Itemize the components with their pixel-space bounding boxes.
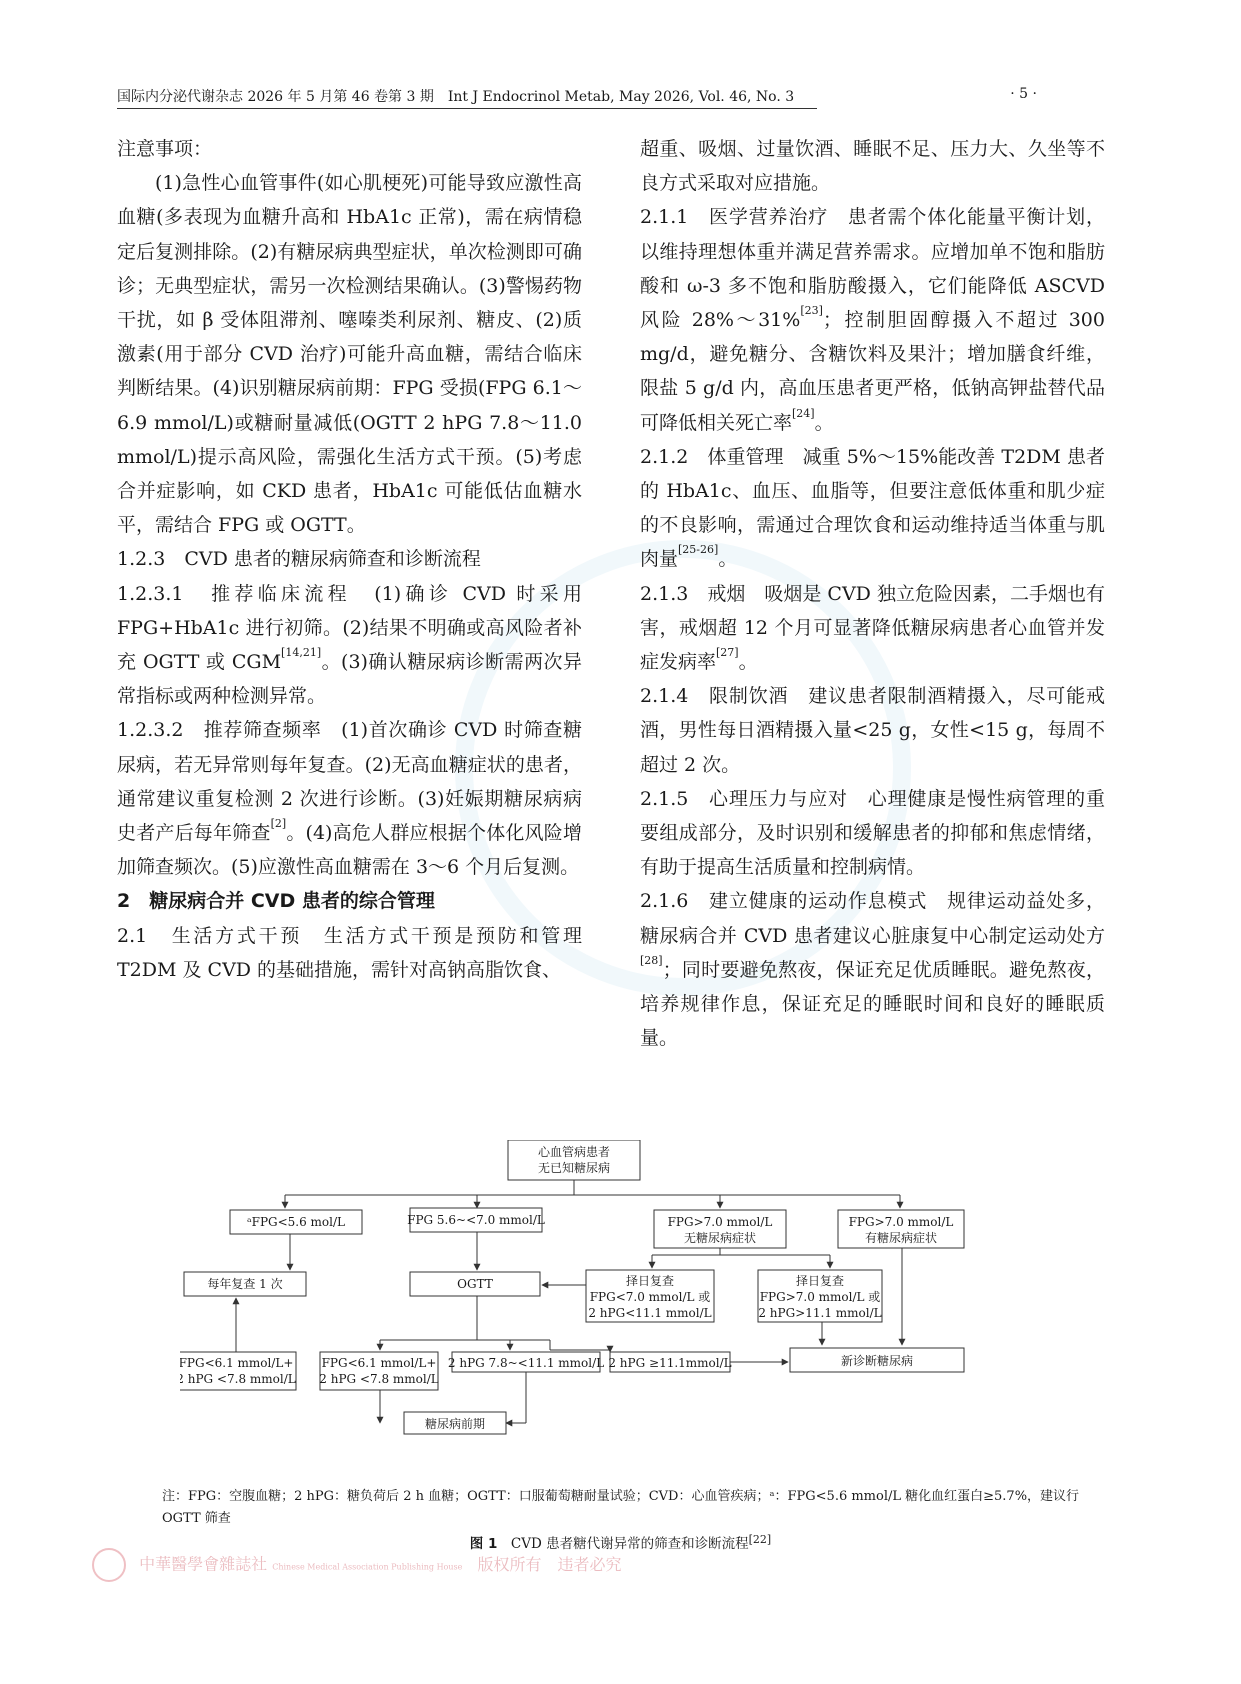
node-text: FPG>7.0 mmol/L 或: [759, 1290, 881, 1304]
paragraph-text: 。: [814, 411, 834, 434]
node-text: 无糖尿病症状: [683, 1231, 757, 1245]
notes-body: (1)急性心血管事件(如心肌梗死)可能导致应激性高血糖(多表现为血糖升高和 HbA1c 正常)，需在病情稳定后复测排除。(2)有糖尿病典型症状，单次检测即可确诊；无典型症状，需另一次检测结果确认。(3)警惕药物干扰，如 β 受体阻滞剂、噻嗪类利尿剂、糖皮、(2)质激素(用于部分 CVD 治疗)可能升高血糖，需结合临床判断结果。(4)识别糖尿病前期：FPG 受损(FPG 6.1～6.9 mmol/L)或糖耐量减低(OGTT 2 hPG 7.8～11.0 mmol/L)提示高风险，需强化生活方式干预。(5)考虑合并症影响，如 CKD 患者，HbA1c 可能低估血糖水平，需结合 FPG 或 OGTT。: [117, 172, 582, 537]
section-2-1: [117, 919, 582, 987]
left-column: [117, 132, 582, 987]
section-title: 1.2.3.1 推荐临床流程: [117, 582, 351, 605]
section-2-1-continued: 超重、吸烟、过量饮酒、睡眠不足、压力大、久坐等不良方式采取对应措施。: [640, 138, 1105, 195]
section-title: 2.1.4 限制饮酒: [640, 685, 789, 708]
paragraph-text: 规律运动益处多，糖尿病合并 CVD 患者建议心脏康复中心制定运动处方: [640, 890, 1105, 947]
figure-note: 注：FPG：空腹血糖；2 hPG：糖负荷后 2 h 血糖；OGTT：口服葡萄糖耐量试验；CVD：心血管疾病；ᵃ：FPG<5.6 mmol/L 糖化血红蛋白≥5.7%，建议行 OGTT 筛查: [162, 1489, 1080, 1526]
paragraph-text: (1)首次确诊 CVD 时筛查糖尿病，若无异常则每年复查。(2)无高血糖症状的患者，通常建议重复检测 2 次进行诊断。(3)妊娠期糖尿病病史者产后每年筛查: [117, 719, 582, 845]
paragraph-text: 减重 5%～15%能改善 T2DM 患者的 HbA1c、血压、血脂等，但要注意低体重和肌少症的不良影响，需通过合理饮食和运动维持适当体重与肌肉量: [640, 445, 1105, 571]
paragraph-text: 。(3)确认糖尿病诊断需两次异常指标或两种检测异常。: [117, 651, 582, 708]
node-text: 有糖尿病症状: [864, 1231, 938, 1245]
node-text: FPG>7.0 mmol/L: [667, 1215, 773, 1229]
node-text: 2 hPG <7.8 mmol/L: [180, 1372, 296, 1386]
node-text: ᵃFPG<5.6 mol/L: [246, 1215, 346, 1229]
paragraph-text: ；同时要避免熬夜，保证充足优质睡眠。避免熬夜，培养规律作息，保证充足的睡眠时间和良好的睡眠质量。: [640, 958, 1105, 1050]
paragraph-text: 。: [738, 651, 758, 674]
section-title: 2.1.1 医学营养治疗: [640, 206, 829, 229]
paragraph-text: 吸烟是 CVD 独立危险因素，二手烟也有害，戒烟超 12 个月可显著降低糖尿病患者心血管并发症发病率: [640, 582, 1105, 674]
citation-ref: [28]: [640, 953, 663, 967]
figure-label: 图 1: [469, 1536, 498, 1552]
section-2-1-5: [640, 782, 1105, 885]
journal-citation: 国际内分泌代谢杂志 2026 年 5 月第 46 卷第 3 期 Int J Endocrinol Metab, May 2026, Vol. 46, No. 3: [117, 89, 795, 105]
flowchart-svg: [180, 1140, 1060, 1480]
paragraph-text: ；控制胆固醇摄入不超过 300 mg/d，避免糖分、含糖饮料及果汁；增加膳食纤维，限盐 5 g/d 内，高血压患者更严格，低钠高钾盐替代品可降低相关死亡率: [640, 309, 1105, 434]
node-text: 2 hPG<11.1 mmol/L: [588, 1306, 712, 1320]
section-title: 1.2.3.2 推荐筛查频率: [117, 719, 322, 742]
node-text: FPG 5.6~<7.0 mmol/L: [407, 1213, 545, 1227]
node-text: 2 hPG <7.8 mmol/L: [319, 1372, 439, 1386]
node-text: 2 hPG>11.1 mmol/L: [758, 1306, 882, 1320]
paragraph-text: 患者需个体化能量平衡计划，以维持理想体重并满足营养需求。应增加单不饱和脂肪酸和 ω-3 多不饱和脂肪酸摄入，它们能降低 ASCVD 风险 28%～31%: [640, 206, 1105, 332]
section-2-1-6: [640, 884, 1105, 1055]
citation-ref: [14,21]: [281, 646, 322, 660]
paragraph-text: 。(4)高危人群应根据个体化风险增加筛查频次。(5)应激性高血糖需在 3～6 个月后复测。: [117, 822, 582, 879]
paragraph-text: 生活方式干预是预防和管理 T2DM 及 CVD 的基础措施，需针对高钠高脂饮食、: [117, 924, 582, 981]
section-1-2-3: 1.2.3 CVD 患者的糖尿病筛查和诊断流程: [117, 548, 481, 571]
citation-ref: [2]: [270, 817, 287, 831]
node-text: OGTT: [457, 1277, 493, 1291]
section-title: 2.1.3 戒烟: [640, 582, 746, 605]
node-text: 2 hPG 7.8~<11.1 mmol/L: [447, 1356, 605, 1370]
section-title: 2.1 生活方式干预: [117, 924, 303, 947]
section-title: 2.1.5 心理压力与应对: [640, 787, 848, 810]
citation-ref: [24]: [792, 406, 815, 420]
node-text: 无已知糖尿病: [537, 1161, 611, 1175]
node-text: 2 hPG ≥11.1mmol/L: [608, 1356, 732, 1370]
citation-ref: [27]: [716, 646, 739, 660]
paragraph-text: 。: [718, 548, 738, 571]
section-2-1-2: [640, 440, 1105, 577]
page-number: · 5 ·: [1010, 86, 1037, 102]
node-text: 新诊断糖尿病: [840, 1354, 914, 1368]
paragraph-text: (1)确诊 CVD 时采用 FPG+HbA1c 进行初筛。(2)结果不明确或高风险者补充 OGTT 或 CGM: [117, 582, 582, 674]
caption-text: CVD 患者糖代谢异常的筛查和诊断流程: [497, 1536, 749, 1552]
notes-heading: 注意事项：: [117, 138, 213, 160]
header-rule: [117, 108, 817, 109]
paragraph-text: 建议患者限制酒精摄入，尽可能戒酒，男性每日酒精摄入量<25 g，女性<15 g，每周不超过 2 次。: [640, 685, 1105, 776]
section-1-2-3-1: [117, 577, 582, 714]
paragraph-text: 心理健康是慢性病管理的重要组成部分，及时识别和缓解患者的抑郁和焦虑情绪，有助于提高生活质量和控制病情。: [640, 787, 1105, 879]
node-text: FPG>7.0 mmol/L: [848, 1215, 954, 1229]
publisher-name: 中華醫學會雜誌社: [139, 1554, 268, 1574]
section-2-1-1: [640, 200, 1105, 439]
section-1-2-3-2: [117, 713, 582, 884]
section-2-1-3: [640, 577, 1105, 680]
node-text: FPG<7.0 mmol/L 或: [589, 1290, 711, 1304]
publisher-footer: [92, 1548, 621, 1582]
section-2-1-4: [640, 679, 1105, 782]
node-text: 心血管病患者: [537, 1145, 611, 1159]
citation-ref: [22]: [748, 1533, 772, 1546]
section-title: 2.1.2 体重管理: [640, 445, 784, 468]
node-text: 每年复查 1 次: [207, 1277, 283, 1291]
publisher-name-en: Chinese Medical Association Publishing House: [272, 1562, 463, 1572]
node-text: FPG<6.1 mmol/L+: [321, 1356, 437, 1370]
citation-ref: [25-26]: [678, 543, 719, 557]
node-text: 糖尿病前期: [424, 1417, 486, 1431]
flowchart-figure: [180, 1140, 1060, 1480]
node-text: 择日复查: [795, 1274, 845, 1288]
section-title: 2.1.6 建立健康的运动作息模式: [640, 890, 928, 913]
rights-notice: 版权所有 违者必究: [477, 1554, 622, 1574]
node-text: FPG<6.1 mmol/L+: [180, 1356, 294, 1370]
section-2-heading: 2 糖尿病合并 CVD 患者的综合管理: [117, 890, 435, 913]
right-column: [640, 132, 1105, 1055]
publisher-logo-icon: [92, 1548, 126, 1582]
node-text: 择日复查: [625, 1274, 675, 1288]
citation-ref: [23]: [800, 304, 823, 318]
